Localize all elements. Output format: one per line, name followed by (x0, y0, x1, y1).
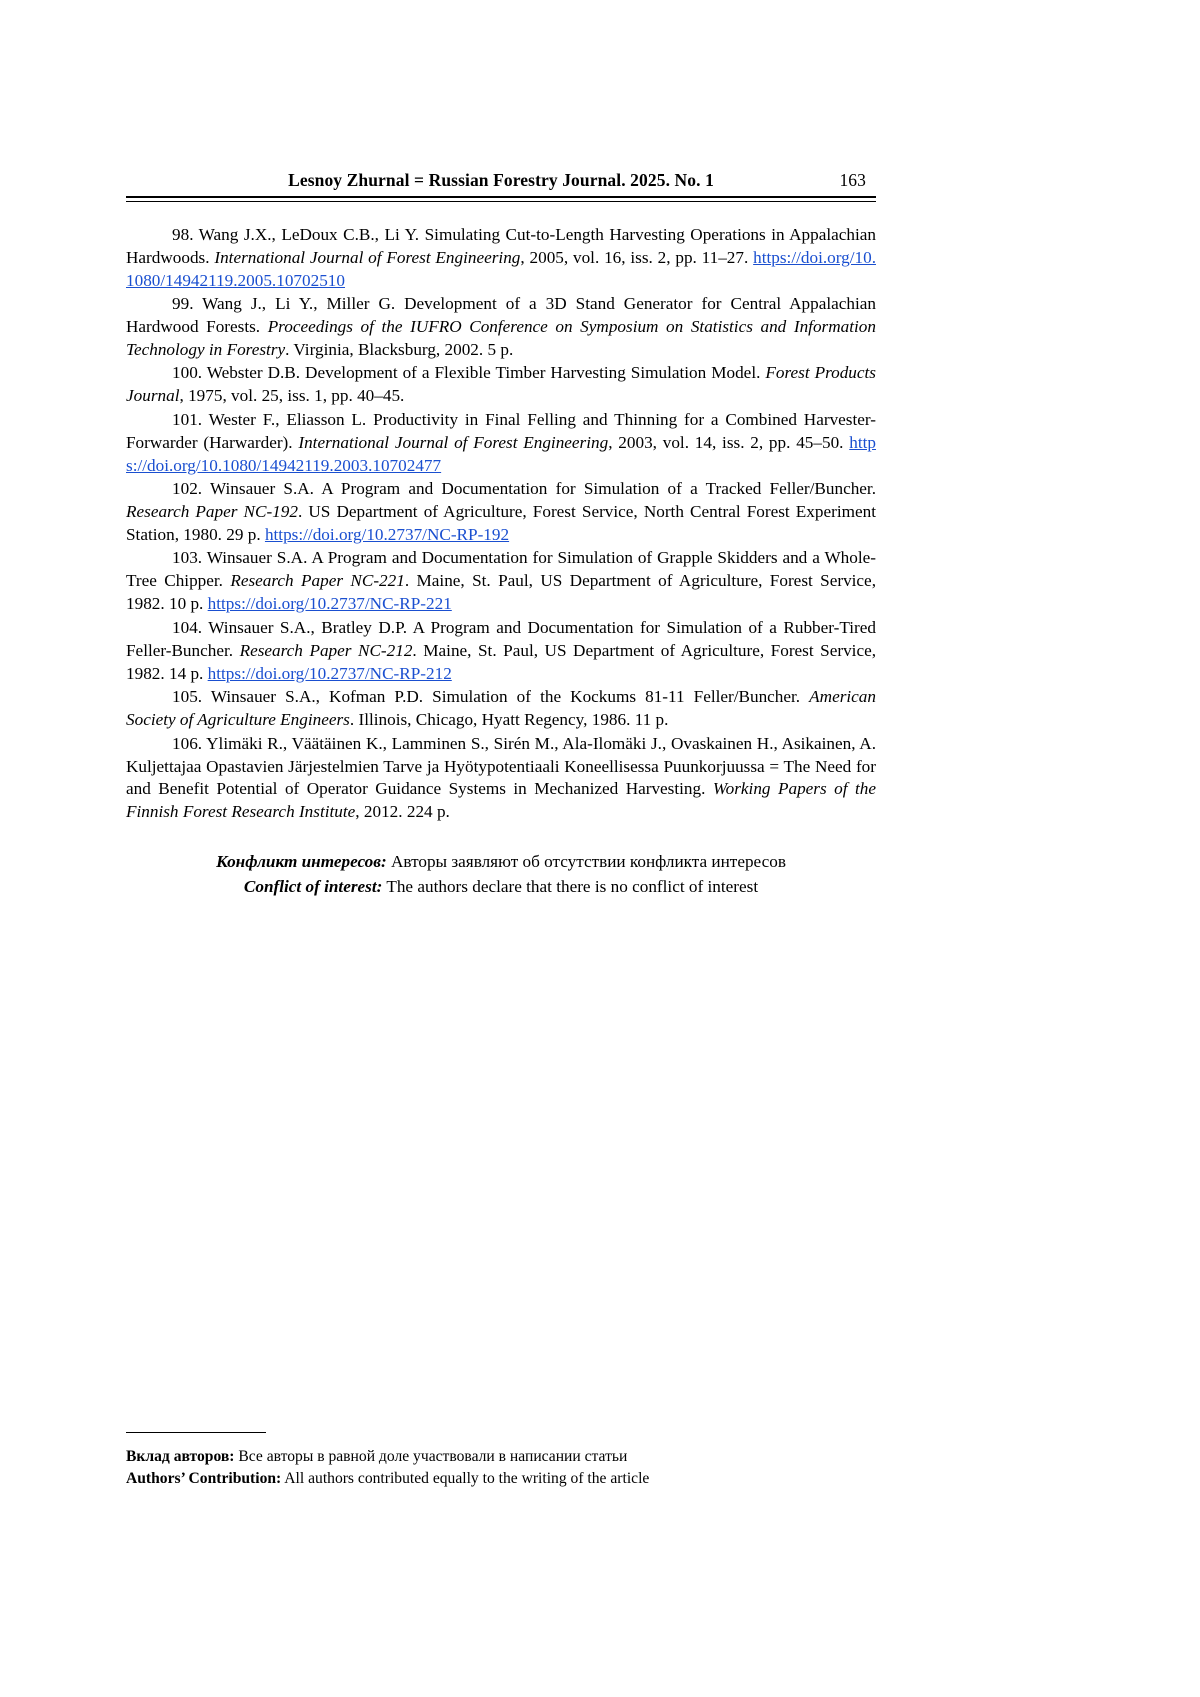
ref-source-title: Research Paper NC-221 (230, 571, 405, 591)
ref-source-title: Forest Products Journal (126, 363, 876, 406)
conflict-ru-label: Конфликт интересов: (216, 852, 387, 872)
ref-text: 99. Wang J., Li Y., Miller G. Development of a 3D Stand Generator for Central Appalachian Hardwood Forests. (126, 293, 876, 336)
conflict-of-interest-block (126, 850, 876, 899)
footnote-ru-line (126, 1446, 876, 1468)
journal-title: Lesnoy Zhurnal = Russian Forestry Journal. 2025. No. 1 (288, 170, 714, 190)
ref-text: 105. Winsauer S.A., Kofman P.D. Simulation of the Kockums 81-11 Feller/Buncher. (172, 687, 810, 707)
page-number: 163 (839, 170, 866, 190)
ref-source-title: International Journal of Forest Engineering (298, 432, 609, 452)
header-divider (126, 196, 876, 202)
footnote-en-text: All authors contributed equally to the writing of the article (281, 1469, 650, 1487)
ref-106 (126, 733, 876, 825)
doi-link[interactable]: https://doi.org/10.2737/NC-RP-192 (264, 524, 510, 544)
ref-text: , 2005, vol. 16, iss. 2, pp. 11–27. (520, 247, 754, 267)
conflict-ru-line (126, 850, 876, 874)
ref-source-title: Research Paper NC-192 (126, 502, 298, 522)
ref-source-title: Proceedings of the IUFRO Conference on Symposium on Statistics and Information Technology in Forestry (126, 316, 876, 359)
footnote-en-label: Authors’ Contribution: (126, 1469, 282, 1487)
footnote-block (126, 1432, 876, 1490)
reference-list (126, 224, 876, 825)
conflict-en-line (126, 875, 876, 899)
ref-text: , 2012. 224 p. (355, 802, 450, 822)
ref-105 (126, 686, 876, 732)
doi-link[interactable]: https://doi.org/10.1080/14942119.2005.10702510 (126, 247, 876, 290)
ref-text: 106. Ylimäki R., Väätäinen K., Lamminen S., Sirén M., Ala-Ilomäki J., Ovaskainen H., Asikainen, A. Kuljettajaa Opastavien Järjestelmien Tarve ja Hyötypotentiaali Koneellisessa Puunkorjuussa = The Need for and Benefit Potential of Operator Guidance Systems in Mechanized Harvesting. (126, 733, 876, 799)
ref-source-title: American Society of Agriculture Engineers (126, 687, 876, 730)
ref-text: , 2003, vol. 14, iss. 2, pp. 45–50. (608, 432, 850, 452)
ref-99 (126, 293, 876, 362)
conflict-ru-text: Авторы заявляют об отсутствии конфликта интересов (386, 852, 786, 872)
footnote-ru-label: Вклад авторов: (126, 1448, 235, 1465)
ref-text: 100. Webster D.B. Development of a Flexible Timber Harvesting Simulation Model. (172, 363, 766, 383)
ref-text: . US Department of Agriculture, Forest Service, North Central Forest Experiment Station, 1980. 29 p. (126, 502, 876, 544)
ref-text: 102. Winsauer S.A. A Program and Documentation for Simulation of a Tracked Feller/Buncher. (172, 479, 876, 499)
ref-text: . Virginia, Blacksburg, 2002. 5 p. (285, 339, 514, 359)
footnote-en-line (126, 1468, 876, 1490)
conflict-en-text: The authors declare that there is no conflict of interest (382, 876, 759, 896)
ref-text: 104. Winsauer S.A., Bratley D.P. A Program and Documentation for Simulation of a Rubber-Tired Feller-Buncher. (126, 617, 876, 660)
ref-source-title: Research Paper NC-212 (239, 640, 413, 660)
ref-text: . Illinois, Chicago, Hyatt Regency, 1986. 11 p. (349, 710, 669, 730)
ref-101 (126, 409, 876, 478)
running-header (126, 170, 876, 191)
ref-100 (126, 362, 876, 408)
ref-text: 103. Winsauer S.A. A Program and Documentation for Simulation of Grapple Skidders and a Whole-Tree Chipper. (126, 548, 876, 591)
ref-102 (126, 478, 876, 547)
ref-98 (126, 224, 876, 293)
footnote-ru-text: Все авторы в равной доле участвовали в написании статьи (234, 1448, 628, 1465)
ref-text: 101. Wester F., Eliasson L. Productivity in Final Felling and Thinning for a Combined Harvester-Forwarder (Harwarder). (126, 409, 876, 452)
conflict-en-label: Conflict of interest: (243, 876, 383, 896)
footnote-divider (126, 1432, 266, 1433)
doi-link[interactable]: https://doi.org/10.2737/NC-RP-212 (207, 663, 452, 683)
page-content (126, 170, 876, 899)
ref-104 (126, 617, 876, 686)
ref-text: . Maine, St. Paul, US Department of Agriculture, Forest Service, 1982. 10 p. (126, 571, 876, 614)
ref-103 (126, 547, 876, 616)
doi-link[interactable]: https://doi.org/10.1080/14942119.2003.10702477 (126, 432, 876, 475)
ref-text: , 1975, vol. 25, iss. 1, pp. 40–45. (179, 386, 405, 406)
ref-text: 98. Wang J.X., LeDoux C.B., Li Y. Simulating Cut-to-Length Harvesting Operations in Appalachian Hardwoods. (126, 224, 876, 267)
ref-source-title: International Journal of Forest Engineering (214, 247, 521, 267)
ref-source-title: Working Papers of the Finnish Forest Research Institute (126, 779, 876, 822)
ref-text: . Maine, St. Paul, US Department of Agriculture, Forest Service, 1982. 14 p. (126, 640, 877, 683)
doi-link[interactable]: https://doi.org/10.2737/NC-RP-221 (207, 594, 452, 614)
